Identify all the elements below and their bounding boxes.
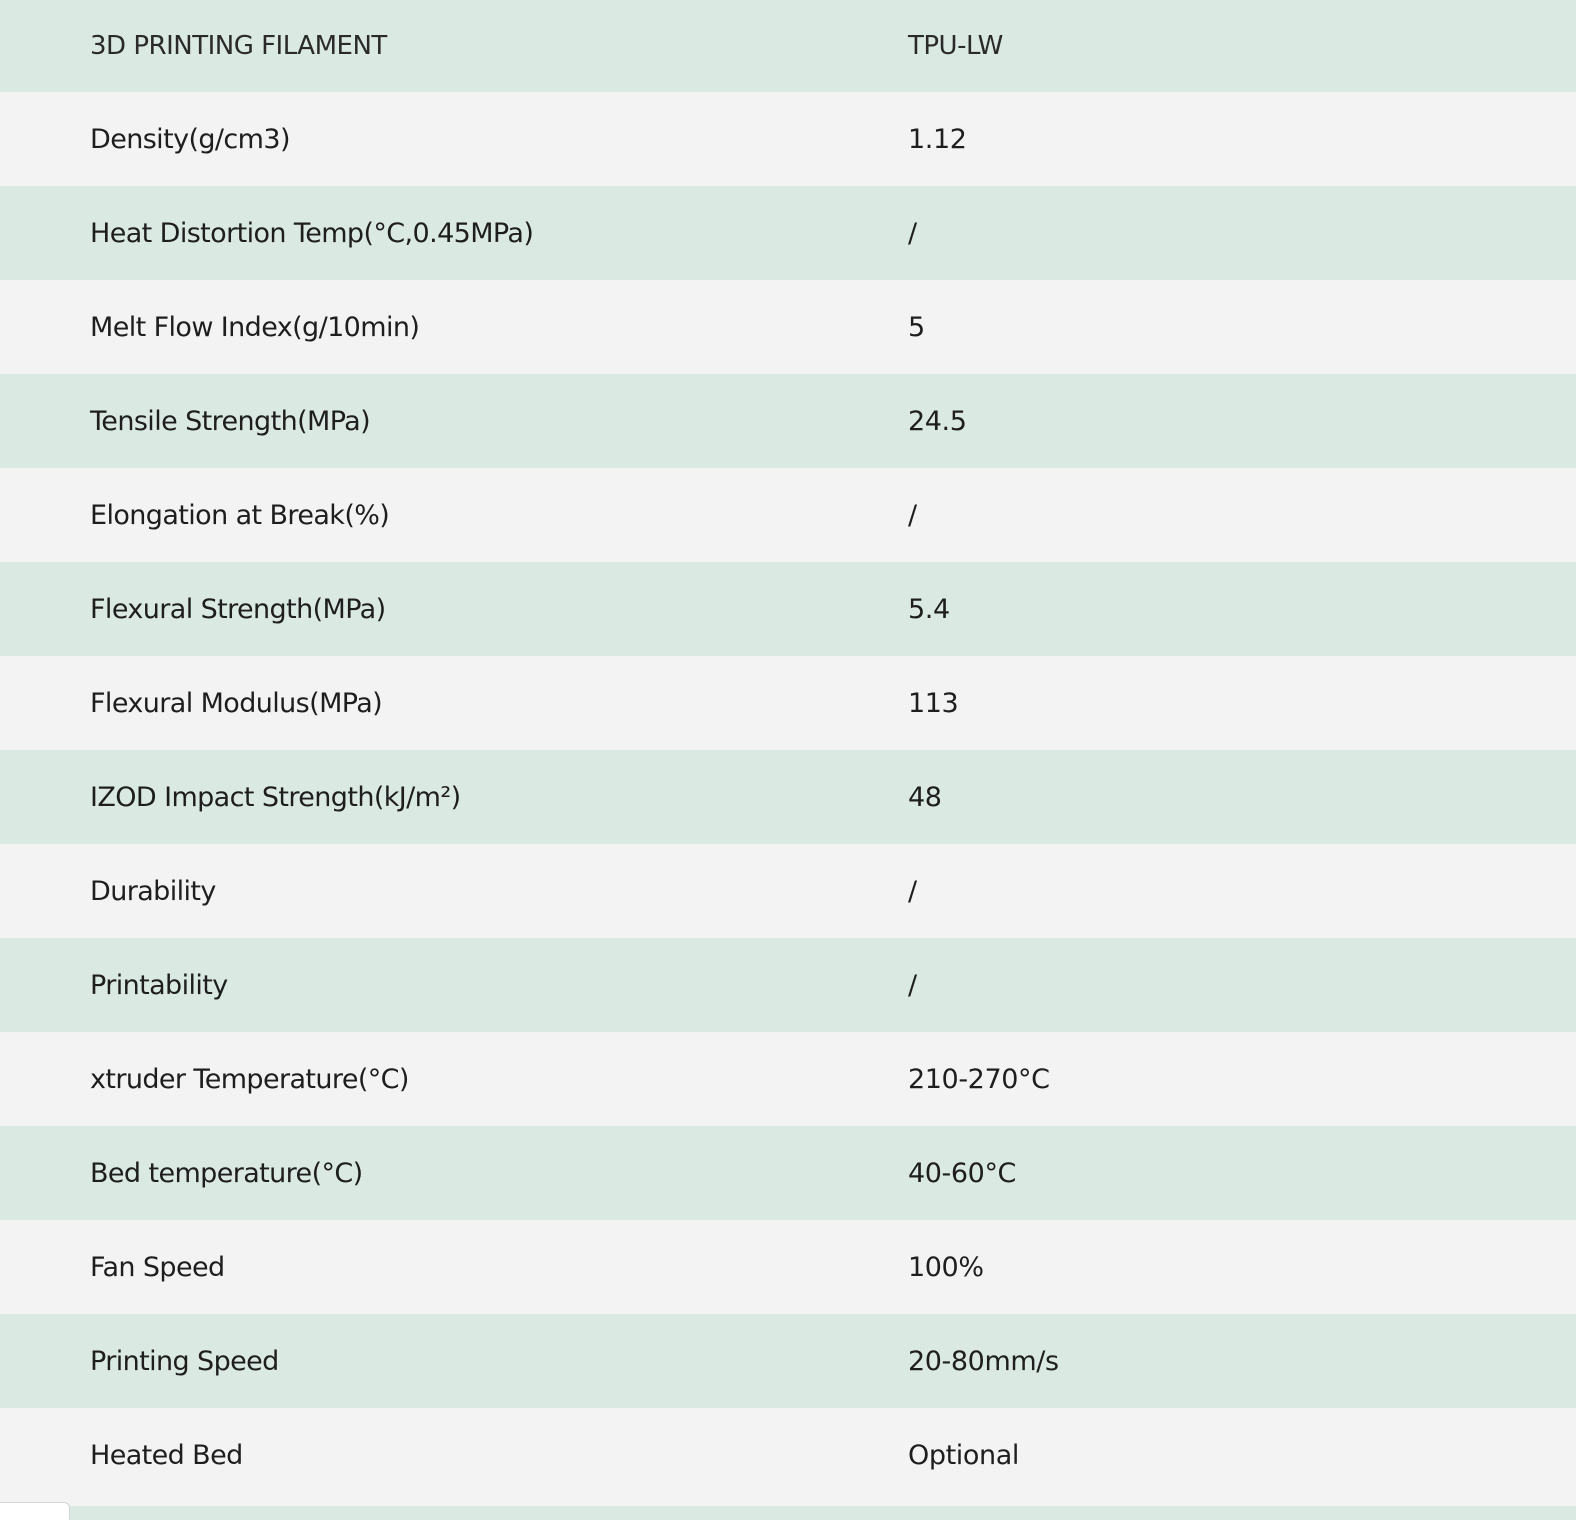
- table-row: [0, 1408, 1576, 1502]
- row-label: Printing Speed: [90, 1345, 279, 1377]
- table-row: [0, 1032, 1576, 1126]
- row-value: 210-270°C: [908, 1063, 1050, 1095]
- row-value: 100%: [908, 1251, 984, 1283]
- row-value: 113: [908, 687, 959, 719]
- row-label: Durability: [90, 875, 216, 907]
- table-row: [0, 468, 1576, 562]
- corner-tab: [0, 1502, 70, 1520]
- row-label: IZOD Impact Strength(kJ/m²): [90, 781, 461, 813]
- row-value: /: [908, 217, 917, 249]
- row-label: Heat Distortion Temp(°C,0.45MPa): [90, 217, 534, 249]
- row-value: /: [908, 499, 917, 531]
- row-label: Melt Flow Index(g/10min): [90, 311, 420, 343]
- row-value: /: [908, 969, 917, 1001]
- table-row: [0, 656, 1576, 750]
- row-label: Tensile Strength(MPa): [90, 405, 371, 437]
- row-value: 5: [908, 311, 925, 343]
- table-row: [0, 938, 1576, 1032]
- table-row: [0, 562, 1576, 656]
- row-label: xtruder Temperature(°C): [90, 1063, 409, 1095]
- table-row: [0, 280, 1576, 374]
- row-value: Optional: [908, 1439, 1019, 1471]
- row-label: Printability: [90, 969, 228, 1001]
- row-label: Heated Bed: [90, 1439, 243, 1471]
- row-value: 40-60°C: [908, 1157, 1017, 1189]
- next-row-edge: [0, 1506, 1576, 1520]
- table-row: [0, 92, 1576, 186]
- row-value: 24.5: [908, 405, 967, 437]
- header-label: 3D PRINTING FILAMENT: [90, 31, 387, 61]
- table-row: [0, 844, 1576, 938]
- table-header-row: [0, 0, 1576, 92]
- table-row: [0, 1126, 1576, 1220]
- row-value: 1.12: [908, 123, 967, 155]
- table-row: [0, 374, 1576, 468]
- row-value: 48: [908, 781, 942, 813]
- table-row: [0, 750, 1576, 844]
- row-value: /: [908, 875, 917, 907]
- row-label: Elongation at Break(%): [90, 499, 390, 531]
- table-row: [0, 1220, 1576, 1314]
- row-value: 5.4: [908, 593, 950, 625]
- table-row: [0, 1314, 1576, 1408]
- row-label: Bed temperature(°C): [90, 1157, 363, 1189]
- header-value: TPU-LW: [908, 31, 1003, 61]
- row-label: Density(g/cm3): [90, 123, 290, 155]
- table-row: [0, 186, 1576, 280]
- row-label: Fan Speed: [90, 1251, 225, 1283]
- row-label: Flexural Modulus(MPa): [90, 687, 383, 719]
- row-value: 20-80mm/s: [908, 1345, 1059, 1377]
- row-label: Flexural Strength(MPa): [90, 593, 386, 625]
